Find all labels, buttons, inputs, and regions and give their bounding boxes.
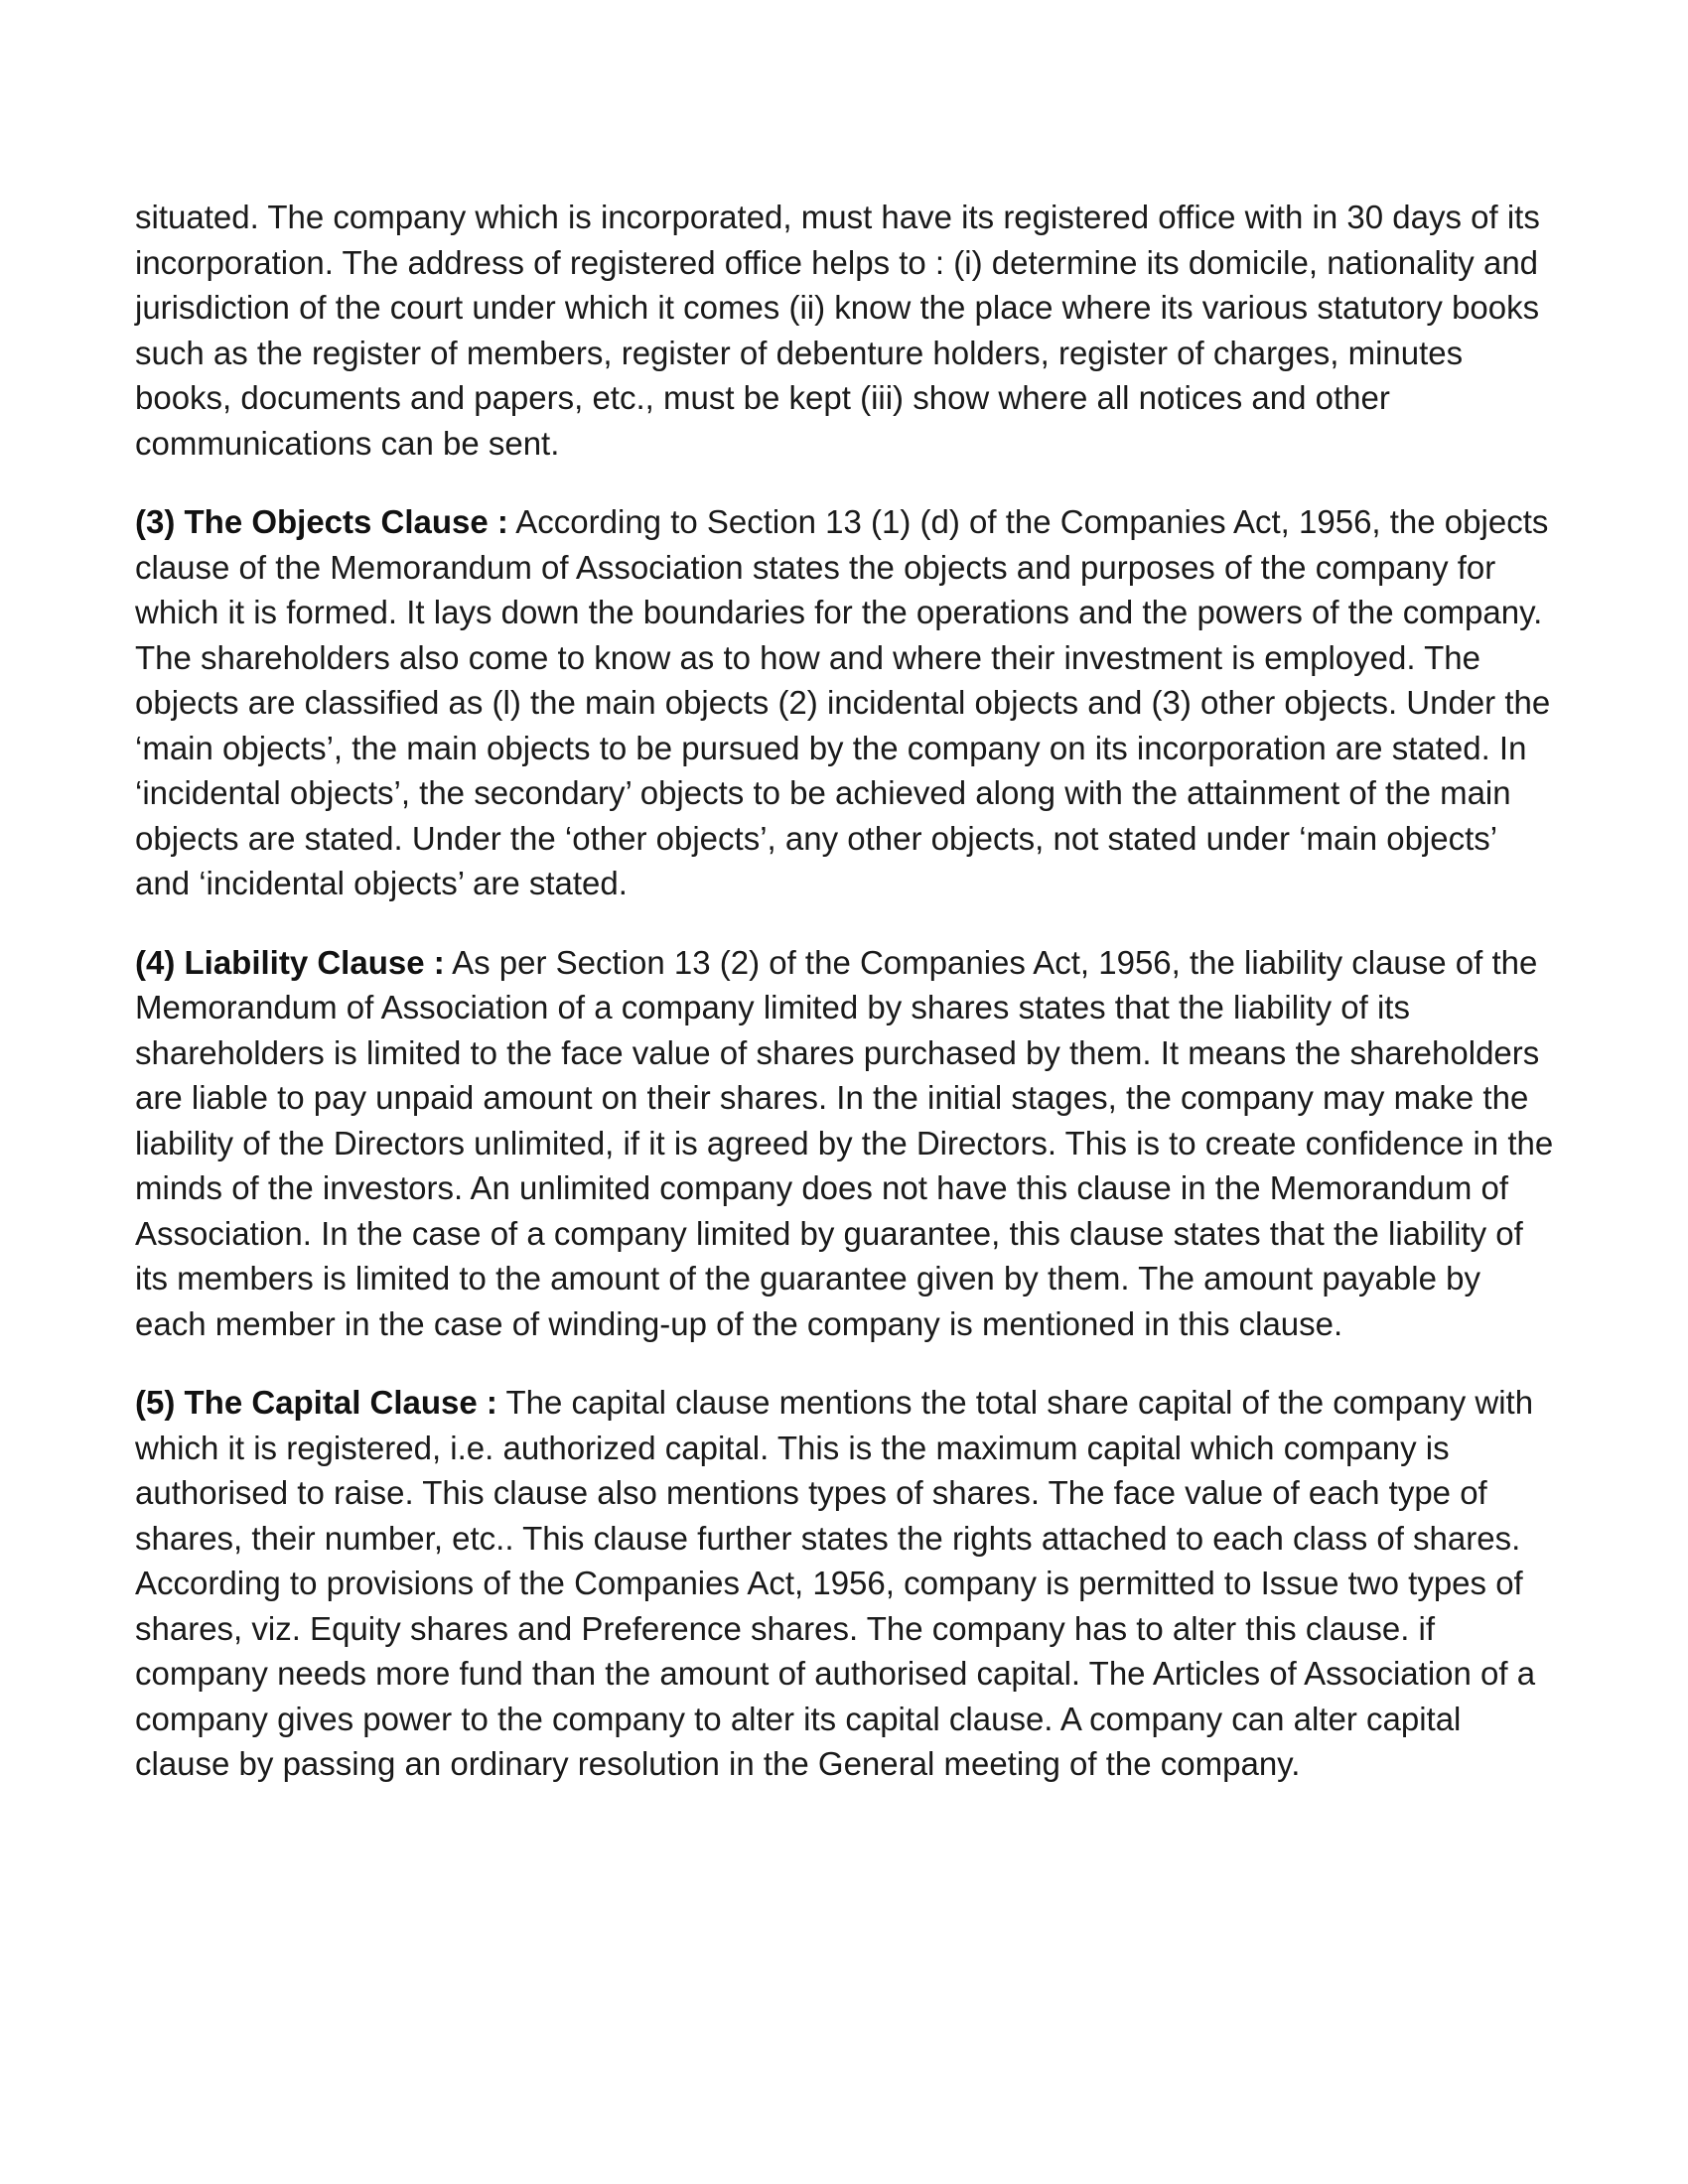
section-heading-objects-clause: (3) The Objects Clause : bbox=[135, 503, 508, 540]
paragraph-liability-clause bbox=[135, 940, 1555, 1347]
paragraph-text: As per Section 13 (2) of the Companies Act, 1956, the liability clause of the Memorandum of Association of a company limited by shares states that the liability of its shareholders is limited to the face value of shares purchased by them. It means the shareholders are liable to pay unpaid amount on their shares. In the initial stages, the company may make the liability of the Directors unlimited, if it is agreed by the Directors. This is to create confidence in the minds of the investors. An unlimited company does not have this clause in the Memorandum of Association. In the case of a company limited by guarantee, this clause states that the liability of its members is limited to the amount of the guarantee given by them. The amount payable by each member in the case of winding-up of the company is mentioned in this clause. bbox=[135, 943, 1554, 1342]
section-heading-capital-clause: (5) The Capital Clause : bbox=[135, 1384, 497, 1421]
paragraph-registered-office-continued bbox=[135, 195, 1555, 466]
paragraph-capital-clause bbox=[135, 1380, 1555, 1787]
document-body bbox=[135, 195, 1555, 1821]
section-heading-liability-clause: (4) Liability Clause : bbox=[135, 943, 445, 981]
paragraph-objects-clause bbox=[135, 499, 1555, 906]
paragraph-text: According to Section 13 (1) (d) of the Companies Act, 1956, the objects clause of the Memorandum of Association states the objects and purposes of the company for which it is formed. It lays down the boundaries for the operations and the powers of the company. The shareholders also come to know as to how and where their investment is employed. The objects are classified as (l) the main objects (2) incidental objects and (3) other objects. Under the ‘main objects’, the main objects to be pursued by the company on its incorporation are stated. In ‘incidental objects’, the secondary’ objects to be achieved along with the attainment of the main objects are stated. Under the ‘other objects’, any other objects, not stated under ‘main objects’ and ‘incidental objects’ are stated. bbox=[135, 503, 1551, 901]
paragraph-text: situated. The company which is incorporated, must have its registered office with in 30 days of its incorporation. The address of registered office helps to : (i) determine its domicile, nationality and jurisdiction of the court under which it comes (ii) know the place where its various statutory books such as the register of members, register of debenture holders, register of charges, minutes books, documents and papers, etc., must be kept (iii) show where all notices and other communications can be sent. bbox=[135, 199, 1540, 462]
paragraph-text: The capital clause mentions the total share capital of the company with which it is registered, i.e. authorized capital. This is the maximum capital which company is authorised to raise. This clause also mentions types of shares. The face value of each type of shares, their number, etc.. This clause further states the rights attached to each class of shares. According to provisions of the Companies Act, 1956, company is permitted to Issue two types of shares, viz. Equity shares and Preference shares. The company has to alter this clause. if company needs more fund than the amount of authorised capital. The Articles of Association of a company gives power to the company to alter its capital clause. A company can alter capital clause by passing an ordinary resolution in the General meeting of the company. bbox=[135, 1384, 1536, 1782]
